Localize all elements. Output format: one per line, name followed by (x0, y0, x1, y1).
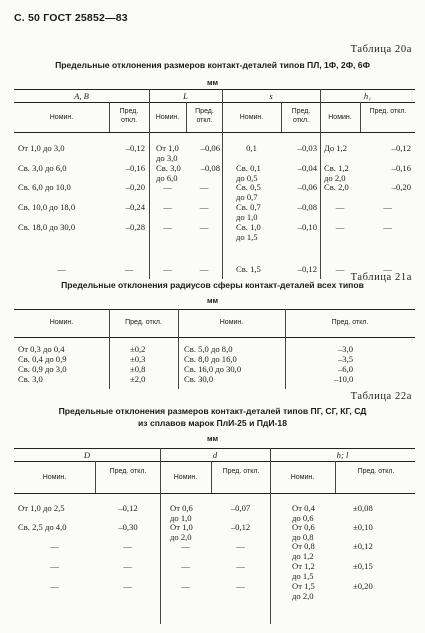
table-cell: –0,12 (230, 522, 251, 532)
table-cell: –3,5 (338, 354, 354, 364)
table-cell: ±0,8 (130, 364, 146, 374)
table-cell: 0,1 (246, 143, 257, 153)
table-cell: От 0,6 до 0,8 (292, 522, 315, 542)
table-cell: Св. 0,4 до 0,9 (18, 354, 67, 364)
table-cell: — (383, 222, 392, 232)
table-cell: — (181, 581, 190, 591)
t20-sub-nom-1: Номин. (49, 114, 74, 121)
t22-group-d-lower: d (212, 450, 218, 460)
t21-header-dev-1: Пред. откл. (125, 319, 162, 326)
table-cell: — (383, 202, 392, 212)
t20-sub-nom-3: Номин. (239, 114, 264, 121)
table-cell: Св. 3,0 (18, 374, 43, 384)
table-cell: ±0,2 (130, 344, 146, 354)
table-cell: — (199, 202, 209, 212)
table-cell: –0,06 (200, 143, 220, 153)
table-cell: Св. 5,0 до 8,0 (184, 344, 233, 354)
table-cell: ±0,20 (353, 581, 373, 591)
table-cell: ±0,3 (130, 354, 146, 364)
t22-sub-dev-2: Пред. откл. (222, 468, 260, 475)
table-cell: — (199, 264, 209, 274)
table-20-caption: Предельные отклонения размеров контакт-деталей типов ПЛ, 1Ф, 2Ф, 6Ф (55, 60, 370, 70)
table-cell: ±2,0 (130, 374, 146, 384)
t22-sub-nom-1: Номин. (42, 474, 67, 481)
table-cell: Св. 0,9 до 3,0 (18, 364, 67, 374)
table-cell: –0,16 (391, 163, 411, 173)
table-cell: –3,0 (338, 344, 354, 354)
t21-header-nom-1: Номин. (49, 319, 74, 326)
table-cell: –0,10 (297, 222, 317, 232)
table-cell: ±0,08 (353, 503, 373, 513)
table-cell: Св. 1,2 до 2,0 (324, 163, 349, 183)
table-cell: –0,20 (391, 182, 411, 192)
table-cell: — (123, 581, 132, 591)
t21-header-dev-2: Пред. откл. (331, 319, 369, 326)
t22-sub-nom-3: Номин. (290, 474, 315, 481)
table-cell: –0,12 (297, 264, 317, 274)
table-cell: ±0,12 (353, 541, 373, 551)
table-cell: Св. 2,5 до 4,0 (18, 522, 67, 532)
table-cell: Св. 0,7 до 1,0 (236, 202, 261, 222)
table-22-label: Таблица 22а (350, 391, 412, 402)
table-cell: — (236, 581, 245, 591)
table-cell: –0,12 (391, 143, 411, 153)
t20-group-h1: h₁ (363, 91, 372, 101)
table-cell: — (123, 541, 132, 551)
t22-group-h-l: h; l (336, 450, 349, 460)
table-cell: От 1,5 до 2,0 (292, 581, 315, 601)
t20-group-l: L (183, 91, 188, 101)
table-cell: — (57, 264, 66, 274)
table-cell: Св. 1,0 до 1,5 (236, 222, 261, 242)
table-cell: Св. 0,5 до 0,7 (236, 182, 261, 202)
t21-header-nom-2: Номин. (219, 319, 244, 326)
table-cell: Св. 1,5 (236, 264, 261, 274)
table-cell: Св. 0,1 до 0,5 (236, 163, 261, 183)
t20-group-a-b: А, В (74, 91, 89, 101)
table-cell: — (163, 264, 172, 274)
table-cell: –0,24 (125, 202, 145, 212)
page-header: С. 50 ГОСТ 25852—83 (14, 12, 128, 24)
table-cell: –0,07 (230, 503, 251, 513)
table-cell: От 1,2 до 1,5 (292, 561, 315, 581)
table-cell: — (335, 264, 345, 274)
t20-sub-dev-2: Пред. откл. (195, 108, 214, 124)
table-cell: –0,04 (297, 163, 317, 173)
table-22-unit: мм (206, 434, 219, 443)
table-cell: –0,12 (118, 503, 138, 513)
table-cell: — (236, 561, 245, 571)
table-cell: –10,0 (334, 374, 354, 384)
table-cell: –0,06 (297, 182, 317, 192)
table-cell: От 1,0 до 2,0 (170, 522, 193, 542)
table-cell: От 1,0 до 2,5 (18, 503, 65, 513)
table-cell: Св. 8,0 до 16,0 (184, 354, 237, 364)
table-cell: — (50, 581, 59, 591)
table-22-caption-line2: из сплавов марок ПлИ-25 и ПдИ-18 (138, 418, 287, 428)
t20-sub-nom-4: Номин. (328, 114, 352, 121)
t22-sub-dev-3: Пред. откл. (357, 468, 395, 475)
table-cell: –6,0 (338, 364, 354, 374)
table-20-unit: мм (206, 78, 219, 87)
t22-group-d-upper: D (83, 450, 91, 460)
table-cell: ±0,15 (353, 561, 373, 571)
table-cell: От 0,4 до 0,6 (292, 503, 315, 523)
table-cell: — (199, 222, 209, 232)
table-22-caption-line1: Предельные отклонения размеров контакт-деталей типов ПГ, СГ, КГ, СД (58, 406, 367, 416)
table-cell: ±0,10 (353, 522, 373, 532)
table-cell: –0,16 (125, 163, 145, 173)
table-cell: Св. 10,0 до 18,0 (18, 202, 76, 212)
table-cell: — (163, 222, 172, 232)
table-cell: Св. 6,0 до 10,0 (18, 182, 71, 192)
table-cell: Св. 30,0 (184, 374, 214, 384)
table-cell: От 1,0 до 3,0 (18, 143, 65, 153)
table-cell: — (50, 541, 59, 551)
table-20-label: Таблица 20а (350, 44, 412, 55)
table-cell: Св. 2,0 (324, 182, 349, 192)
table-cell: –0,08 (200, 163, 220, 173)
table-cell: — (383, 264, 392, 274)
table-cell: Св. 3,0 до 6,0 (156, 163, 181, 183)
table-cell: — (236, 541, 245, 551)
t22-sub-nom-2: Номин. (173, 474, 198, 481)
table-cell: — (123, 561, 132, 571)
table-cell: От 0,8 до 1,2 (292, 541, 315, 561)
table-cell: Св. 18,0 до 30,0 (18, 222, 76, 232)
t20-sub-dev-1: Пред. откл. (119, 108, 139, 124)
table-cell: До 1,2 (324, 143, 348, 153)
table-cell: — (124, 264, 134, 274)
table-cell: Св. 16,0 до 30,0 (184, 364, 242, 374)
table-cell: От 0,3 до 0,4 (18, 344, 65, 354)
t22-sub-dev-1: Пред. откл. (109, 468, 147, 475)
table-cell: — (50, 561, 59, 571)
table-cell: — (335, 222, 345, 232)
table-21-unit: мм (206, 296, 219, 305)
table-cell: –0,20 (125, 182, 145, 192)
table-cell: –0,12 (125, 143, 145, 153)
table-21-caption: Предельные отклонения радиусов сферы контакт-деталей всех типов (61, 280, 364, 290)
table-cell: От 0,6 до 1,0 (170, 503, 193, 523)
table-cell: –0,08 (297, 202, 317, 212)
t20-sub-dev-3: Пред. откл. (291, 108, 311, 124)
table-cell: –0,30 (118, 522, 138, 532)
t20-group-s: s (269, 91, 273, 101)
table-cell: — (199, 182, 209, 192)
t20-sub-dev-4: Пред. откл. (369, 108, 407, 115)
table-21-label: Таблица 21а (350, 272, 412, 283)
table-cell: — (335, 202, 345, 212)
table-cell: — (163, 182, 172, 192)
t20-sub-nom-2: Номин. (155, 114, 180, 121)
table-cell: –0,03 (297, 143, 317, 153)
table-cell: — (181, 541, 190, 551)
table-cell: –0,28 (125, 222, 145, 232)
table-cell: От 1,0 до 3,0 (156, 143, 179, 163)
table-cell: Св. 3,0 до 6,0 (18, 163, 67, 173)
table-cell: — (181, 561, 190, 571)
table-cell: — (163, 202, 172, 212)
